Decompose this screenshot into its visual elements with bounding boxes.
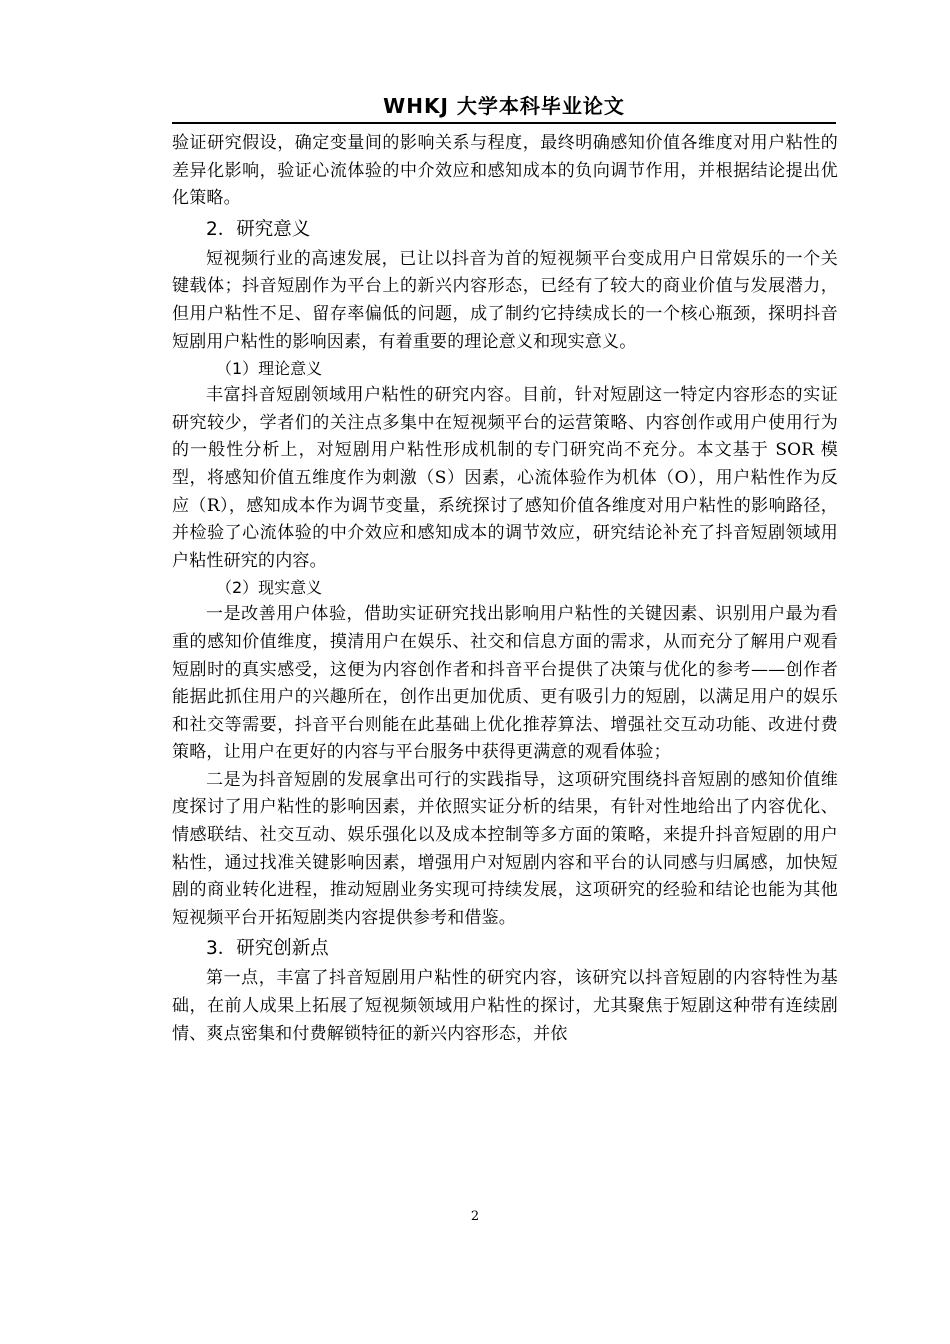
paragraph-intro: 验证研究假设，确定变量间的影响关系与程度，最终明确感知价值各维度对用户粘性的差异化影响，验证心流体验的中介效应和感知成本的负向调节作用，并根据结论提出优化策略。 [172,133,838,209]
paragraph-significance: 短视频行业的高速发展，已让以抖音为首的短视频平台变成用户日常娱乐的一个关键载体；抖音短剧作为平台上的新兴内容形态，已经有了较大的商业价值与发展潜力，但用户粘性不足、留存率偏低的问题，成了制约它持续成长的一个核心瓶颈，探明抖音短剧用户粘性的影响因素，有着重要的理论意义和现实意义。 [172,248,838,352]
heading-research-significance: 2．研究意义 [206,218,311,240]
header-title: WHKJ 大学本科毕业论文 [383,94,625,118]
paragraph-innovation: 第一点，丰富了抖音短剧用户粘性的研究内容，该研究以抖音短剧的内容特性为基础，在前人成果上拓展了短视频领域用户粘性的探讨，尤其聚焦于短剧这种带有连续剧情、爽点密集和付费解锁特征的新兴内容形态，并依 [172,968,838,1044]
heading-innovation: 3．研究创新点 [206,938,329,960]
page-number: 2 [470,1209,480,1224]
document-body [172,130,838,1048]
paragraph-practical-1: 一是改善用户体验，借助实证研究找出影响用户粘性的关键因素、识别用户最为看重的感知价值维度，摸清用户在娱乐、社交和信息方面的需求，从而充分了解用户观看短剧时的真实感受，这便为内容创作者和抖音平台提供了决策与优化的参考——创作者能据此抓住用户的兴趣所在，创作出更加优质、更有吸引力的短剧，以满足用户的娱乐和社交等需要，抖音平台则能在此基础上优化推荐算法、增强社交互动功能、改进付费策略，让用户在更好的内容与平台服务中获得更满意的观看体验； [172,604,838,763]
heading-practical-significance: （2）现实意义 [216,578,323,598]
page-header [172,92,836,124]
paragraph-theoretical: 丰富抖音短剧领域用户粘性的研究内容。目前，针对短剧这一特定内容形态的实证研究较少，学者们的关注点多集中在短视频平台的运营策略、内容创作或用户使用行为的一般性分析上，对短剧用户粘性形成机制的专门研究尚不充分。本文基于 SOR 模型，将感知价值五维度作为刺激（S）因素，心流体验作为机体（O），用户粘性作为反应（R），感知成本作为调节变量，系统探讨了感知价值各维度对用户粘性的影响路径，并检验了心流体验的中介效应和感知成本的调节效应，研究结论补充了抖音短剧领域用户粘性研究的内容。 [172,385,838,571]
heading-theoretical-significance: （1）理论意义 [216,359,323,379]
paragraph-practical-2: 二是为抖音短剧的发展拿出可行的实践指导，这项研究围绕抖音短剧的感知价值维度探讨了用户粘性的影响因素，并依照实证分析的结果，有针对性地给出了内容优化、情感联结、社交互动、娱乐强化以及成本控制等多方面的策略，来提升抖音短剧的用户粘性，通过找准关键影响因素，增强用户对短剧内容和平台的认同感与归属感，加快短剧的商业转化进程，推动短剧业务实现可持续发展，这项研究的经验和结论也能为其他短视频平台开拓短剧类内容提供参考和借鉴。 [172,769,838,928]
